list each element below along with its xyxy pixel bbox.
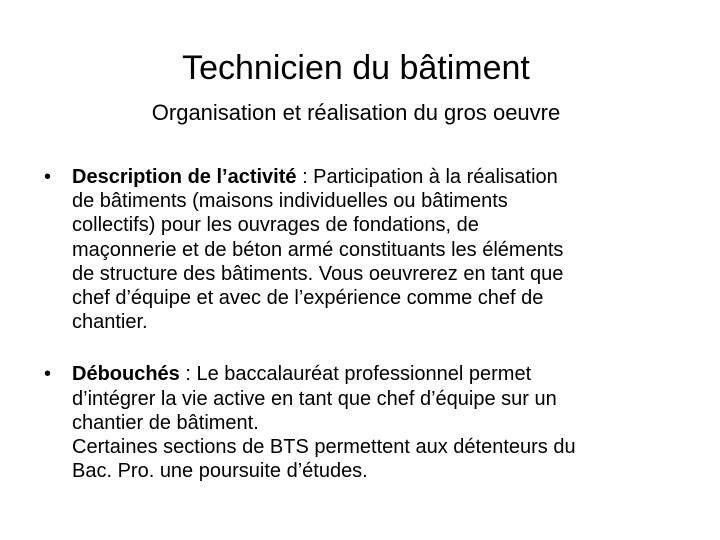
slide-subtitle: Organisation et réalisation du gros oeuvre — [151, 100, 561, 125]
bullet-line: collectifs) pour les ouvrages de fondations, de — [72, 214, 479, 237]
bullet-first-line-text: : Participation à la réalisation — [296, 166, 558, 188]
slide-title: Technicien du bâtiment — [182, 49, 530, 87]
bullet-list — [44, 165, 684, 483]
bullet-line: d’intégrer la vie active en tant que chef d’équipe sur un — [72, 387, 557, 410]
bullet-term: Débouchés — [72, 363, 180, 386]
bullet-line: maçonnerie et de béton armé constituants les éléments — [72, 238, 564, 261]
bullet-description — [44, 165, 684, 334]
bullet-first-line — [72, 362, 684, 386]
bullet-dot-icon: • — [44, 166, 52, 188]
bullet-term: Description de l’activité — [72, 166, 297, 188]
bullet-line: chef d’équipe et avec de l’expérience comme chef de — [72, 287, 544, 310]
bullet-line: Certaines sections de BTS permettent aux détenteurs du — [72, 436, 576, 459]
bullet-dot-icon: • — [44, 363, 52, 386]
bullet-first-line-text: : Le baccalauréat professionnel permet — [179, 363, 532, 386]
bullet-debouches — [44, 362, 684, 483]
bullet-line: de structure des bâtiments. Vous oeuvrerez en tant que — [72, 262, 564, 285]
bullet-line: chantier. — [72, 311, 148, 334]
bullet-first-line — [72, 165, 684, 189]
bullet-line: chantier de bâtiment. — [72, 411, 259, 434]
bullet-line: Bac. Pro. une poursuite d’études. — [72, 460, 368, 483]
bullet-line: de bâtiments (maisons individuelles ou bâtiments — [72, 190, 508, 213]
